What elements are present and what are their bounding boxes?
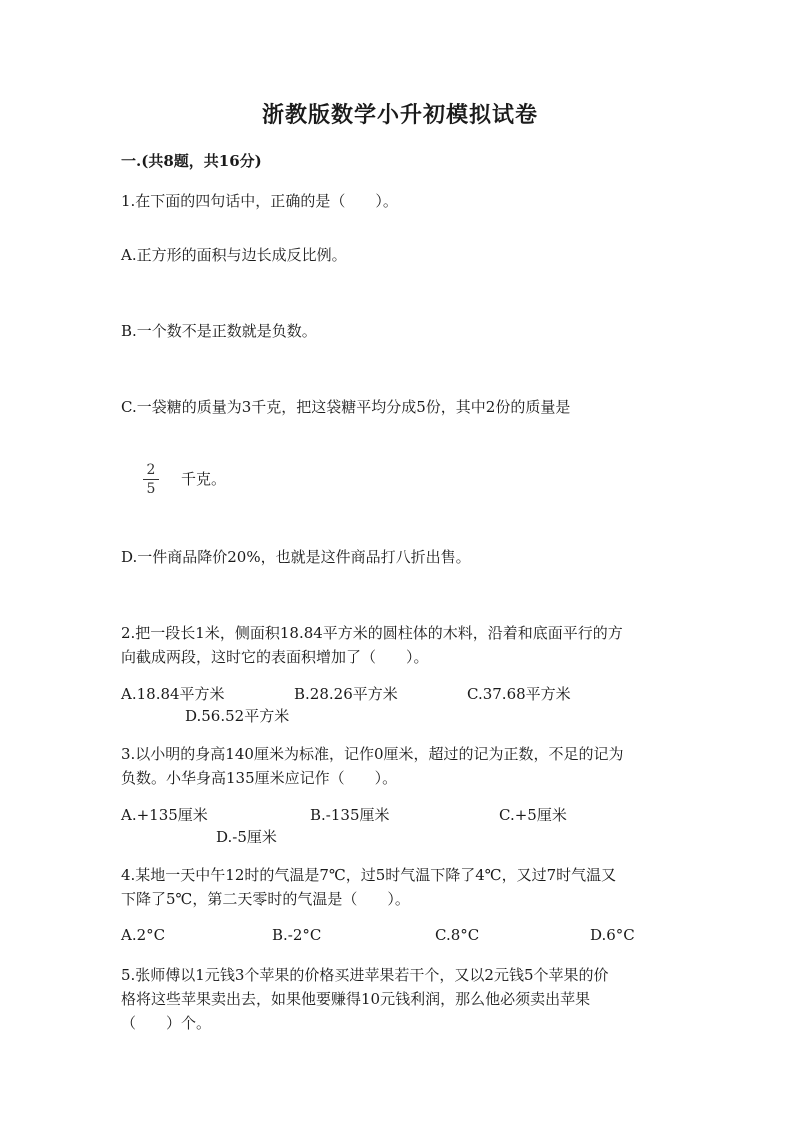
q1-option-d: D.一件商品降价20%，也就是这件商品打八折出售。	[121, 548, 471, 566]
fraction-numerator: 2	[146, 462, 156, 478]
q1-option-c-unit: 千克。	[181, 470, 227, 488]
q4-option-a: A.2°C	[121, 926, 166, 944]
section-heading: 一.(共8题，共16分)	[121, 152, 262, 170]
q1-option-c: C.一袋糖的质量为3千克，把这袋糖平均分成5份，其中2份的质量是	[121, 398, 571, 416]
q1-stem: 1.在下面的四句话中，正确的是（ ）。	[121, 192, 398, 210]
q4-stem-line1: 4.某地一天中午12时的气温是7℃，过5时气温下降了4℃，又过7时气温又	[121, 866, 617, 884]
q3-option-b: B.-135厘米	[310, 806, 390, 824]
q4-stem-line2: 下降了5℃，第二天零时的气温是（ ）。	[121, 890, 410, 908]
q1-option-b: B.一个数不是正数就是负数。	[121, 322, 317, 340]
q3-option-a: A.+135厘米	[121, 806, 208, 824]
q3-stem-line1: 3.以小明的身高140厘米为标准，记作0厘米，超过的记为正数，不足的记为	[121, 745, 624, 763]
q5-stem-line2: 格将这些苹果卖出去，如果他要赚得10元钱利润，那么他必须卖出苹果	[121, 990, 591, 1008]
q3-option-c: C.+5厘米	[499, 806, 567, 824]
q5-stem-line3: （ ）个。	[121, 1014, 212, 1032]
page-title: 浙教版数学小升初模拟试卷	[261, 102, 538, 128]
q4-option-b: B.-2°C	[272, 926, 322, 944]
fraction-denominator: 5	[146, 481, 156, 497]
q2-option-a: A.18.84平方米	[121, 685, 225, 703]
q4-option-d: D.6°C	[590, 926, 635, 944]
fraction-bar	[143, 479, 159, 480]
q4-option-c: C.8°C	[435, 926, 480, 944]
q1-option-a: A.正方形的面积与边长成反比例。	[121, 246, 347, 264]
q2-stem-line1: 2.把一段长1米，侧面积18.84平方米的圆柱体的木料，沿着和底面平行的方	[121, 624, 623, 642]
q2-stem-line2: 向截成两段，这时它的表面积增加了（ ）。	[121, 648, 429, 666]
q2-option-b: B.28.26平方米	[294, 685, 398, 703]
q2-option-c: C.37.68平方米	[467, 685, 571, 703]
q2-option-d: D.56.52平方米	[185, 707, 290, 725]
q3-option-d: D.-5厘米	[216, 828, 277, 846]
q1-fraction	[141, 462, 161, 497]
q5-stem-line1: 5.张师傅以1元钱3个苹果的价格买进苹果若干个，又以2元钱5个苹果的价	[121, 966, 609, 984]
q3-stem-line2: 负数。小华身高135厘米应记作（ ）。	[121, 769, 398, 787]
